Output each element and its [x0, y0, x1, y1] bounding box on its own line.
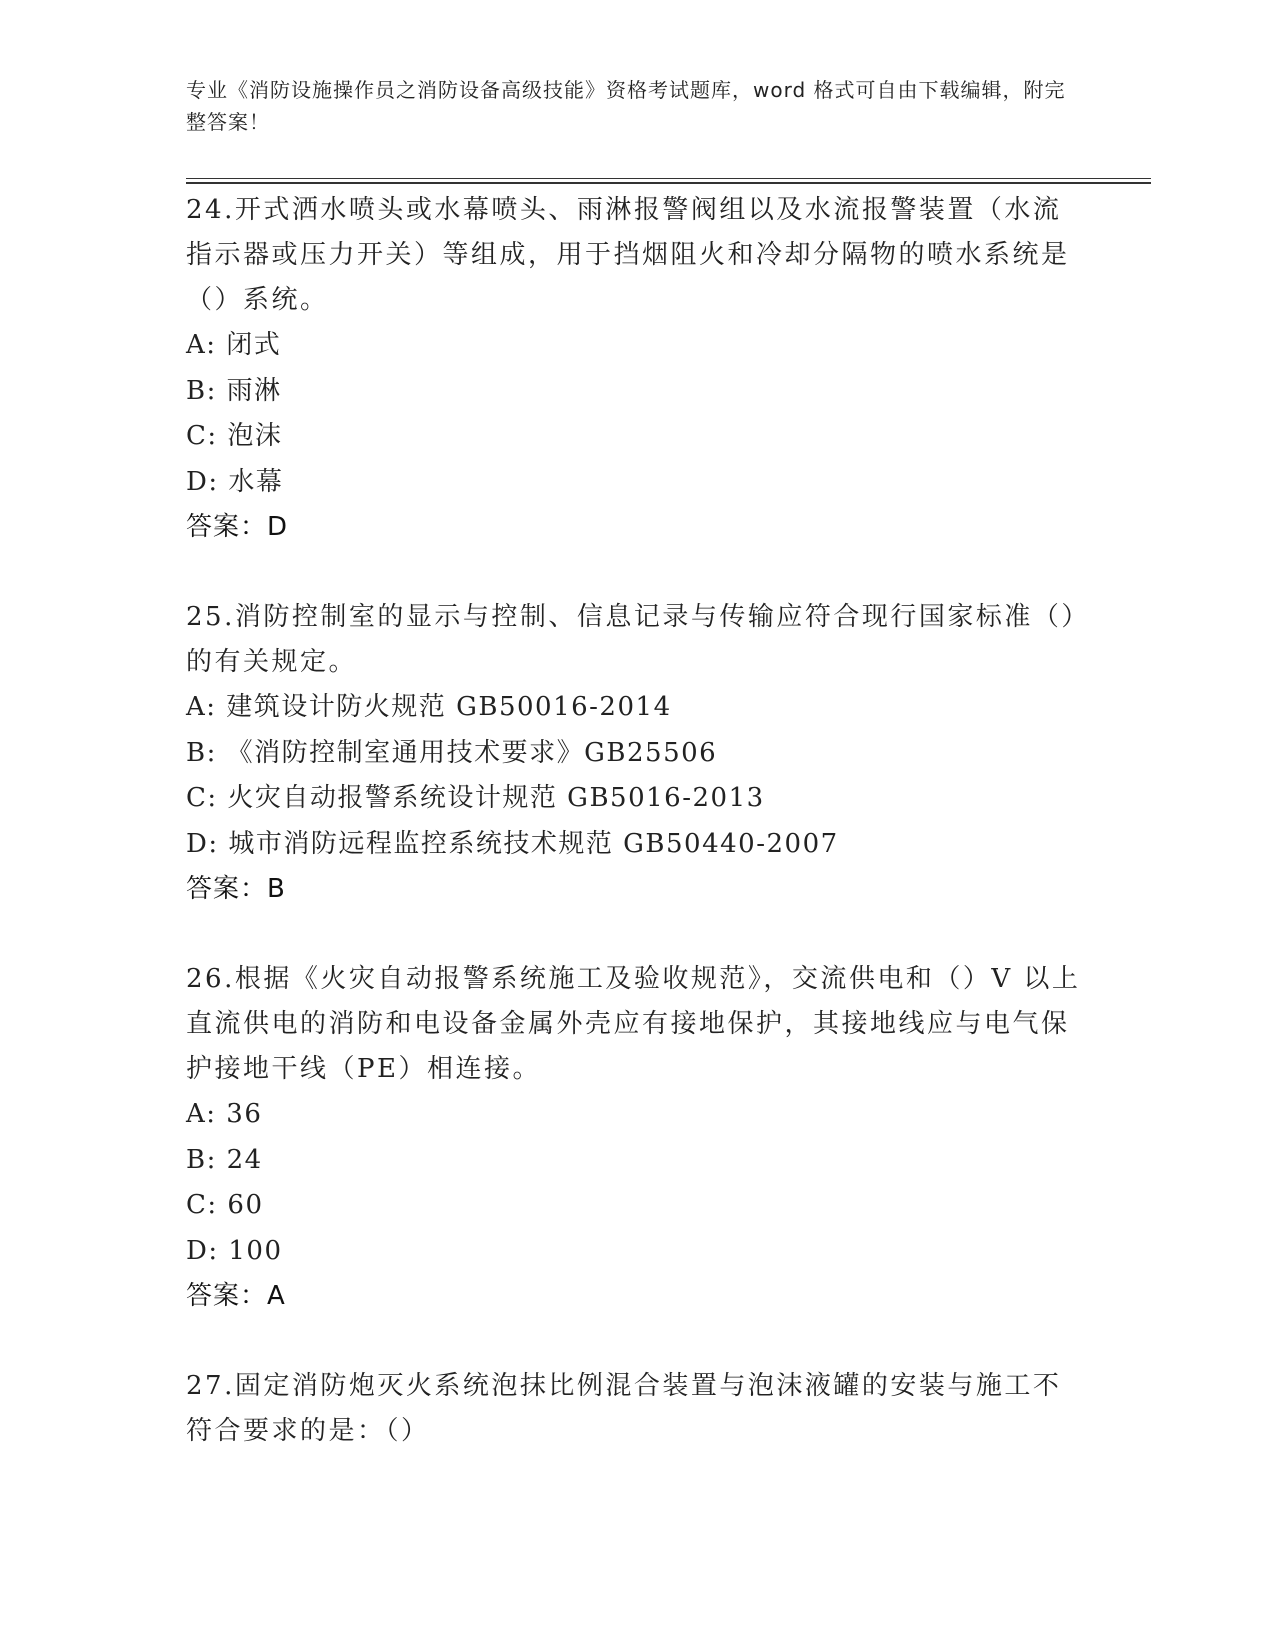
option-b: B: 24 [186, 1144, 263, 1175]
option-a: A: 36 [186, 1099, 263, 1129]
answer: 答案：A [186, 1281, 286, 1311]
option-d: D: 水幕 [186, 466, 284, 497]
question-24 [186, 188, 1086, 550]
question-list [186, 188, 1086, 1499]
option-c: C: 60 [186, 1190, 264, 1220]
option-d: D: 城市消防远程监控系统技术规范 GB50440-2007 [186, 828, 839, 859]
option-a: A: 闭式 [186, 330, 282, 360]
option-c: C: 泡沫 [186, 421, 283, 451]
answer: 答案：B [186, 874, 286, 904]
document-header: 专业《消防设施操作员之消防设备高级技能》资格考试题库，word 格式可自由下载编辑，附完整答案！ [186, 78, 1066, 134]
option-b: B: 雨淋 [186, 375, 282, 406]
question-25 [186, 595, 1086, 912]
option-b: B: 《消防控制室通用技术要求》GB25506 [186, 737, 718, 768]
option-c: C: 火灾自动报警系统设计规范 GB5016-2013 [186, 783, 765, 813]
option-d: D: 100 [186, 1235, 283, 1266]
question-text: 24.开式洒水喷头或水幕喷头、雨淋报警阀组以及水流报警装置（水流指示器或压力开关）等组成，用于挡烟阻火和冷却分隔物的喷水系统是（）系统。 [186, 195, 1070, 315]
question-text: 25.消防控制室的显示与控制、信息记录与传输应符合现行国家标准（）的有关规定。 [186, 602, 1077, 677]
question-text: 27.固定消防炮灭火系统泡抹比例混合装置与泡沫液罐的安装与施工不符合要求的是：（） [186, 1371, 1062, 1446]
question-27 [186, 1364, 1086, 1454]
option-a: A: 建筑设计防火规范 GB50016-2014 [186, 692, 672, 722]
header-rule-bottom [186, 182, 1151, 184]
answer: 答案：D [186, 512, 289, 542]
question-26 [186, 957, 1086, 1319]
header-rule-top [186, 178, 1151, 179]
question-text: 26.根据《火灾自动报警系统施工及验收规范》，交流供电和（）V 以上直流供电的消防和电设备金属外壳应有接地保护，其接地线应与电气保护接地干线（PE）相连接。 [186, 964, 1081, 1084]
